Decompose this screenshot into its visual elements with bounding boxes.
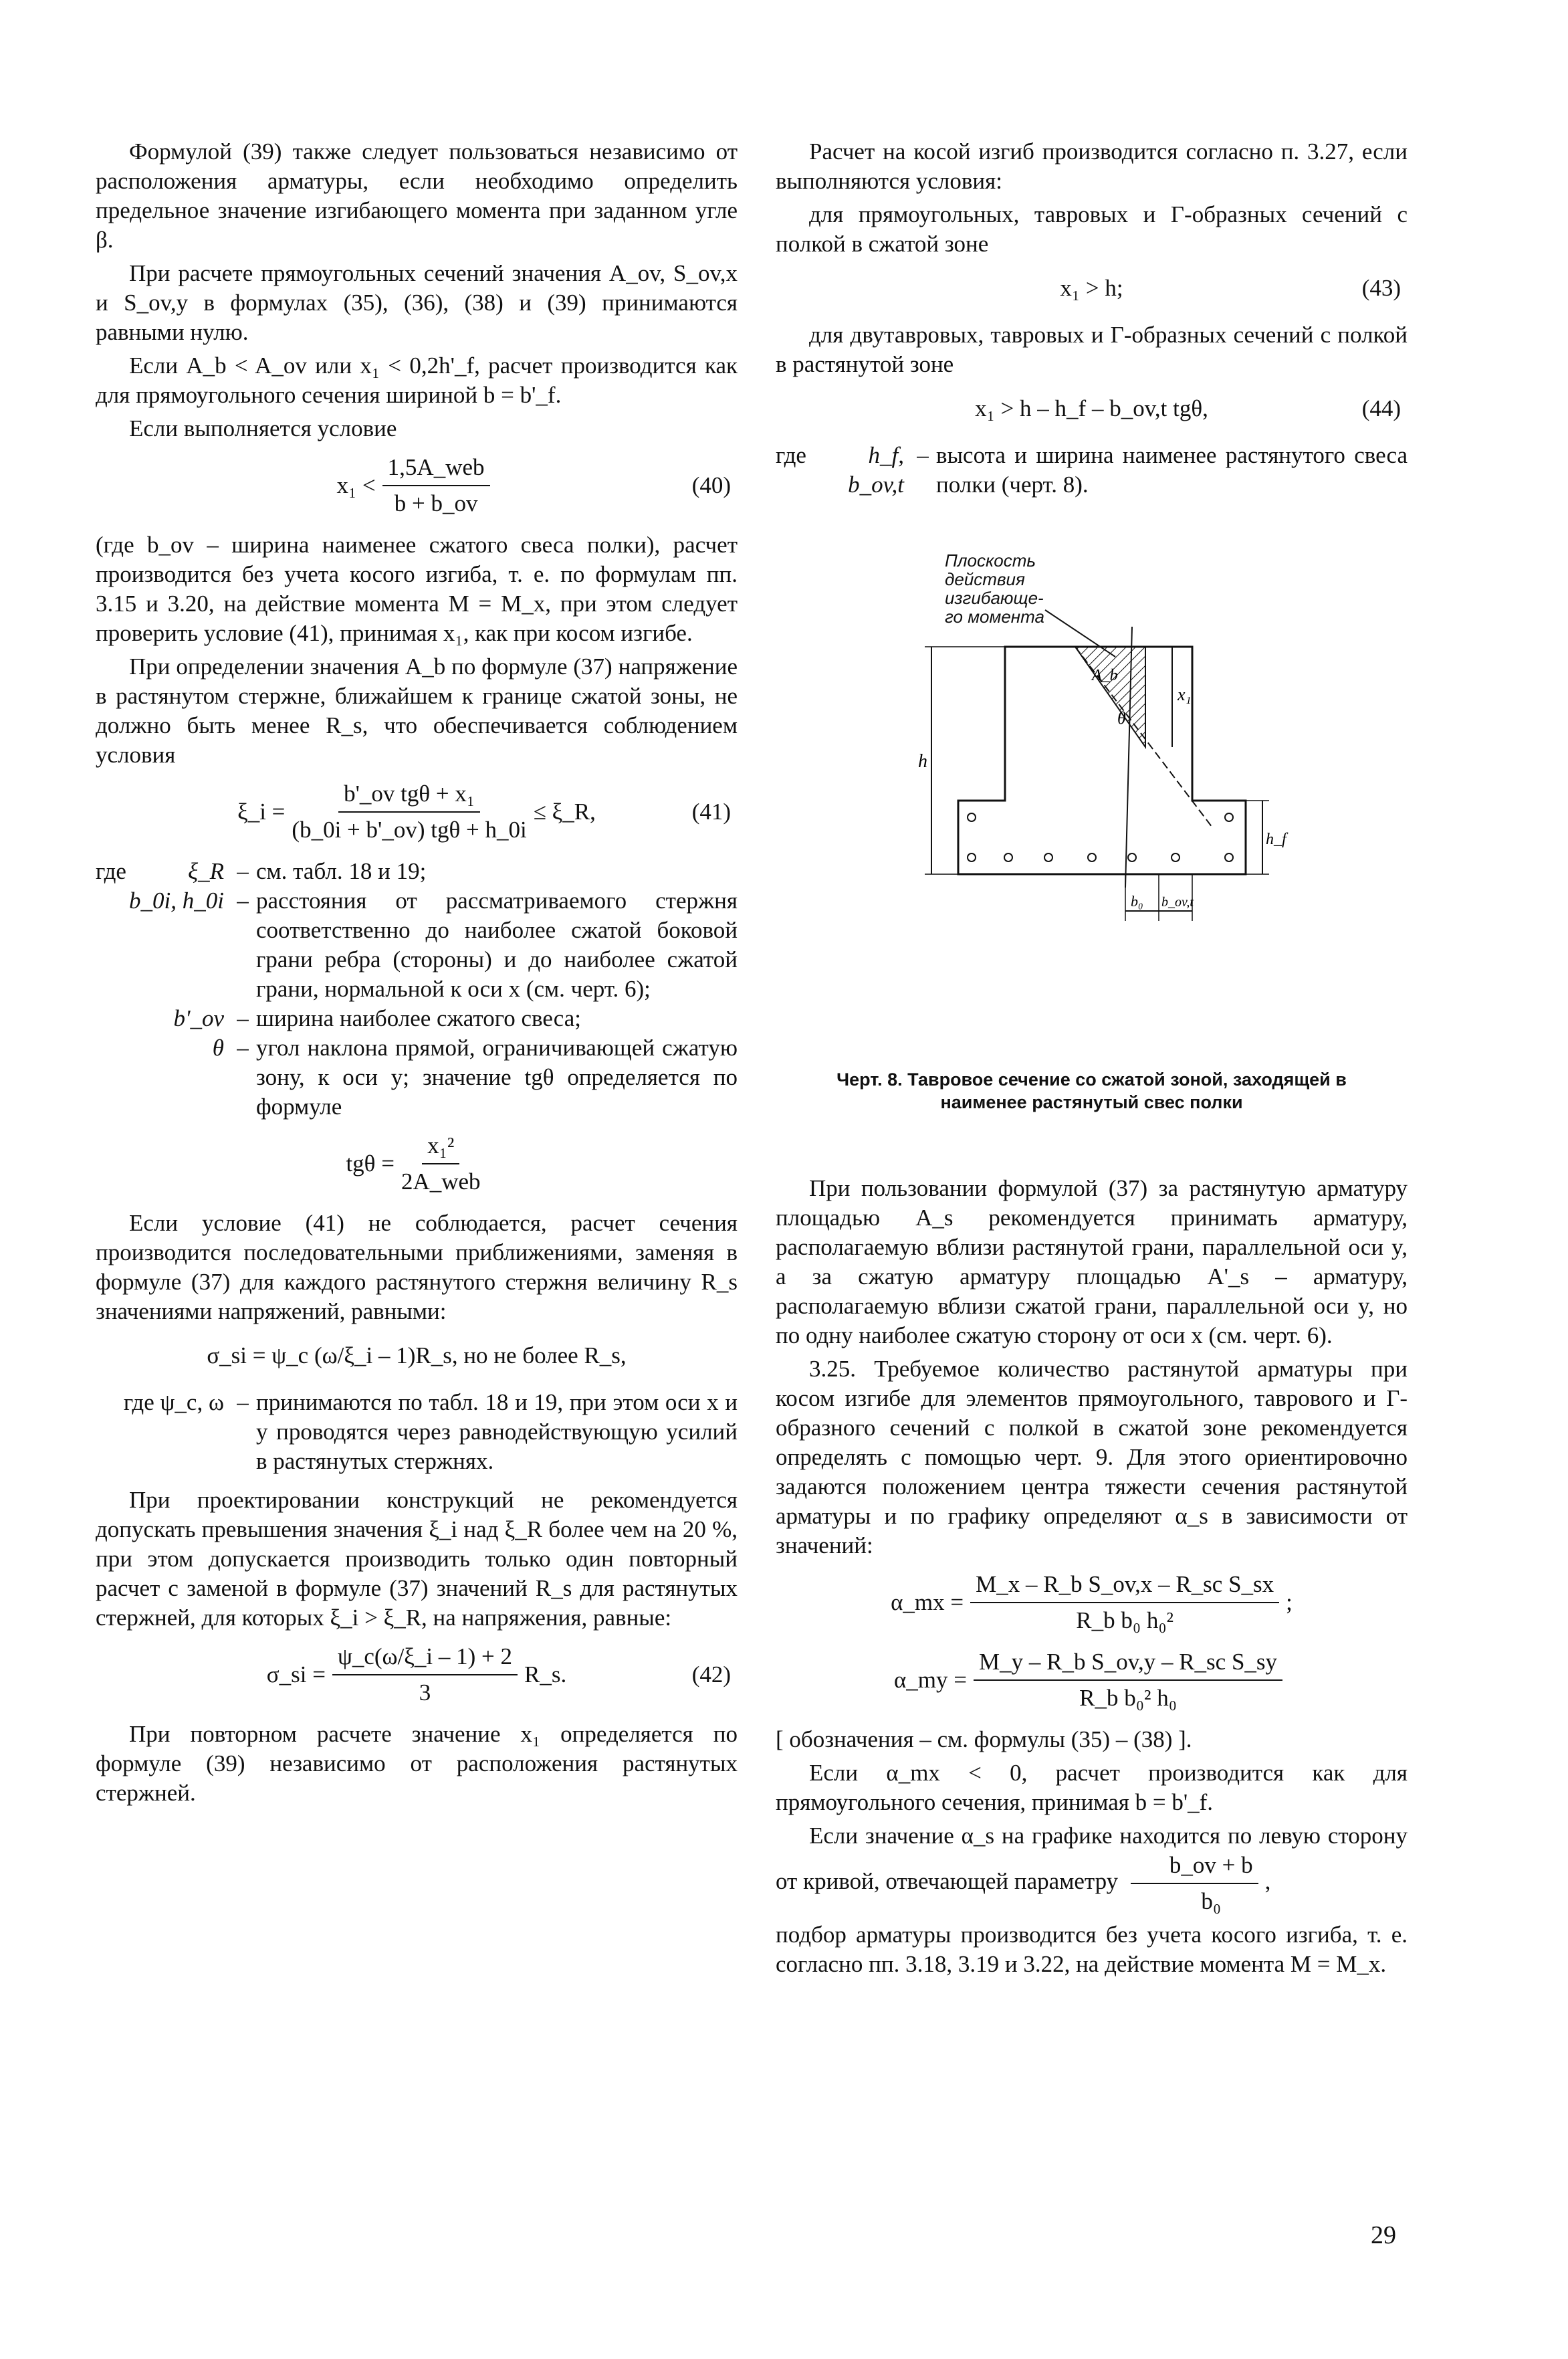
numerator: b'_ov tgθ + x₁ (338, 779, 480, 813)
denominator: R_b b₀² h₀ (1079, 1685, 1177, 1711)
def-text: высота и ширина наименее растянутого свеса полки (черт. 8). (936, 442, 1408, 498)
def-text: ширина наиболее сжатого свеса; (256, 1005, 581, 1031)
numerator: M_y – R_b S_ov,y – R_sc S_sy (974, 1647, 1282, 1681)
paragraph: [ обозначения – см. формулы (35) – (38) ]. (776, 1726, 1192, 1752)
paragraph: Расчет на косой изгиб производится согласно п. 3.27, если выполняются условия: (776, 138, 1408, 194)
fraction (1131, 1851, 1258, 1916)
eq-lhs: tgθ = (346, 1150, 395, 1176)
def-symbol: где ψ_c, ω (123, 1389, 224, 1415)
fraction (382, 453, 490, 518)
denominator: b + b_ov (394, 490, 478, 516)
def-symbol: где h_f, b_ov,t (776, 442, 904, 498)
denominator: b₀ (1201, 1888, 1222, 1914)
equation-number: (42) (691, 1661, 731, 1687)
label-bovt: b_ov,t (1161, 895, 1194, 910)
equation-44: x₁ > h – h_f – b_ov,t tgθ, (44) (776, 389, 1408, 429)
paragraph: для прямоугольных, тавровых и Г-образных сечений с полкой в сжатой зоне (776, 201, 1408, 257)
page-number: 29 (1371, 2221, 1396, 2249)
paragraph: При расчете прямоугольных сечений значения A_ov, S_ov,x и S_ov,y в формулах (35), (36), (38) и (39) принимаются равными нулю. (96, 260, 738, 345)
def-symbol: b_0i, h_0i (129, 888, 224, 914)
label-hf: h_f (1265, 831, 1286, 848)
def-text: расстояния от рассматриваемого стержня соответственно до наиболее сжатой боковой грани ребра (стороны) и до наиболее сжатой грани, нормальной к оси x (см. черт. 6); (256, 888, 738, 1002)
numerator: 1,5A_web (382, 453, 490, 486)
def-text: угол наклона прямой, ограничивающей сжатую зону, к оси y; значение tgθ определяется по формуле (256, 1035, 738, 1120)
eq-lhs: x₁ < (336, 472, 376, 498)
equation-number: (41) (691, 799, 731, 825)
label-Ab: A_b (1091, 667, 1118, 684)
numerator: ψ_c(ω/ξ_i – 1) + 2 (332, 1642, 518, 1675)
paragraph: При пользовании формулой (37) за растянутую арматуру площадью A_s рекомендуется принимать арматуру, располагаемую вблизи растянутой грани, параллельной оси y, а за сжатую арматуру площадью A'_s – арматуру, располагаемую вблизи сжатой грани, параллельной оси y, но по одну наиболее сжатую сторону от оси x (см. черт. 6). (776, 1175, 1408, 1348)
fig-label-line: го момента (944, 607, 1044, 627)
equation-sigma: σ_si = ψ_c (ω/ξ_i – 1)R_s, но не более R_s, (207, 1342, 627, 1368)
fraction (970, 1570, 1279, 1635)
equation-number: (40) (691, 472, 731, 498)
definitions-list-2: где ψ_c, ω – принимаются по табл. 18 и 19, при этом оси x и y проводятся через равнодействующую усилий в растянутых стержнях. (96, 1388, 738, 1476)
paragraph: Если A_b < A_ov или x₁ < 0,2h'_f, расчет производится как для прямоугольного сечения шириной b = b'_f. (96, 352, 738, 408)
def-text: принимаются по табл. 18 и 19, при этом оси x и y проводятся через равнодействующую усилий в растянутых стержнях. (256, 1389, 738, 1474)
paragraph: При проектировании конструкций не рекомендуется допускать превышения значения ξ_i над ξ_R более чем на 20 %, при этом допускается производить только один повторный расчет с заменой в формуле (37) значений R_s для растянутых стержней, для которых ξ_i > ξ_R, на напряжения, равные: (96, 1487, 738, 1631)
paragraph: Если α_mx < 0, расчет производится как для прямоугольного сечения, принимая b = b'_f. (776, 1760, 1408, 1815)
equation-number: (43) (1361, 275, 1401, 301)
paragraph: Если значение α_s на графике находится по левую сторону от кривой, отвечающей параметру $\frac{b\_ov + b}{\text{b₀}}$ , (776, 1821, 1408, 1916)
eq-lhs: α_my = (893, 1667, 968, 1693)
t-section-drawing (905, 546, 1286, 1055)
label-b0: b₀ (1130, 893, 1143, 910)
numerator: b_ov + b (1131, 1851, 1258, 1884)
label-h: h (917, 751, 927, 772)
left-column (96, 137, 738, 1812)
eq-rhs: ≤ ξ_R, (533, 799, 596, 825)
fraction (401, 1131, 481, 1197)
eq-lhs: α_mx = (891, 1589, 964, 1615)
denominator: R_b b₀ h₀² (1076, 1607, 1174, 1633)
equation-number: (44) (1361, 395, 1401, 421)
denominator: 3 (419, 1679, 431, 1706)
fig-label-line: Плоскость (944, 550, 1036, 571)
eq-lhs: ξ_i = (237, 799, 286, 825)
paragraph: подбор арматуры производится без учета косого изгиба, т. е. согласно пп. 3.18, 3.19 и 3.22, на действие момента M = M_x. (776, 1922, 1408, 1977)
eq-rhs: R_s. (524, 1661, 567, 1687)
definitions-list: где ξ_R – см. табл. 18 и 19; b_0i, h_0i – расстояния от рассматриваемого стержня соответственно до наиболее сжатой боковой грани ребра (стороны) и до наиболее сжатой грани, нормальной к оси x (см. черт. 6); b'_ov – ширина наиболее сжатого свеса; θ – угол наклона прямой, ограничивающей сжатую зону, к оси y; значение tgθ определяется по формуле (96, 857, 738, 1122)
def-symbol: где ξ_R (96, 858, 224, 884)
numerator: x₁² (422, 1131, 459, 1164)
equation-41 (96, 779, 738, 845)
equation-42 (96, 1642, 738, 1708)
fraction (974, 1647, 1282, 1713)
denominator: (b_0i + b'_ov) tgθ + h_0i (292, 817, 527, 843)
def-symbol: θ (212, 1035, 224, 1061)
figure-8 (905, 546, 1286, 1055)
label-theta: θ (1117, 708, 1126, 728)
fig-label-line: изгибающе- (944, 588, 1044, 608)
eq-lhs: σ_si = (266, 1661, 326, 1687)
paragraph: (где b_ov – ширина наименее сжатого свеса полки), расчет производится без учета косого изгиба, т. е. по формулам пп. 3.15 и 3.20, на действие момента M = M_x, при этом следует проверить условие (41), принимая x₁, как при косом изгибе. (96, 532, 738, 646)
paragraph: Если выполняется условие (129, 415, 397, 441)
paragraph: для двутавровых, тавровых и Г-образных сечений с полкой в растянутой зоне (776, 322, 1408, 377)
numerator: M_x – R_b S_ov,x – R_sc S_sx (970, 1570, 1279, 1603)
equation-40 (96, 453, 738, 518)
def-text: см. табл. 18 и 19; (256, 858, 427, 884)
paragraph: При определении значения A_b по формуле (37) напряжение в растянутом стержне, ближайшем к границе сжатой зоны, не должно быть менее R_s, что обеспечивается соблюдением условия (96, 653, 738, 768)
paragraph: 3.25. Требуемое количество растянутой арматуры при косом изгибе для элементов прямоугольного, таврового и Г-образного сечений с полкой в сжатой зоне рекомендуется определять с помощью черт. 9. Для этого ориентировочно задаются положением центра тяжести сечения растянутой арматуры и по графику определяют α_s в зависимости от значений: (776, 1356, 1408, 1558)
label-x1: x₁ (1177, 685, 1192, 704)
equation-43: x₁ > h; (43) (776, 268, 1408, 308)
equation-alpha-my (776, 1647, 1408, 1713)
figure-caption: Черт. 8. Тавровое сечение со сжатой зоной, заходящей в наименее растянутый свес полки (836, 1069, 1347, 1112)
right-column (776, 137, 1408, 1983)
compressed-zone (1075, 647, 1145, 747)
rebars (968, 813, 1233, 861)
equation-alpha-mx: α_mx = $\frac{\text{M\_x – R\_b S\_ov,x – R\_sc S\_sx}}{\text{R\_b b₀ h₀²}}$ ; (776, 1570, 1408, 1635)
fraction (292, 779, 526, 845)
paragraph: Если условие (41) не соблюдается, расчет сечения производится последовательными приближениями, заменяя в формуле (37) для каждого растянутого стержня величину R_s значениями напряжений, равными: (96, 1210, 738, 1324)
denominator: 2A_web (401, 1168, 481, 1195)
def-symbol: b'_ov (173, 1005, 224, 1031)
fraction (332, 1642, 518, 1708)
fig-label-line: действия (944, 569, 1025, 589)
paragraph: Формулой (39) также следует пользоваться независимо от расположения арматуры, если необходимо определить предельное значение изгибающего момента при заданном угле β. (96, 138, 738, 253)
equation-tg (96, 1131, 738, 1197)
paragraph: При повторном расчете значение x₁ определяется по формуле (39) независимо от расположения растянутых стержней. (96, 1721, 738, 1806)
definitions-list-3: где h_f, b_ov,t – высота и ширина наименее растянутого свеса полки (черт. 8). (776, 441, 1408, 500)
